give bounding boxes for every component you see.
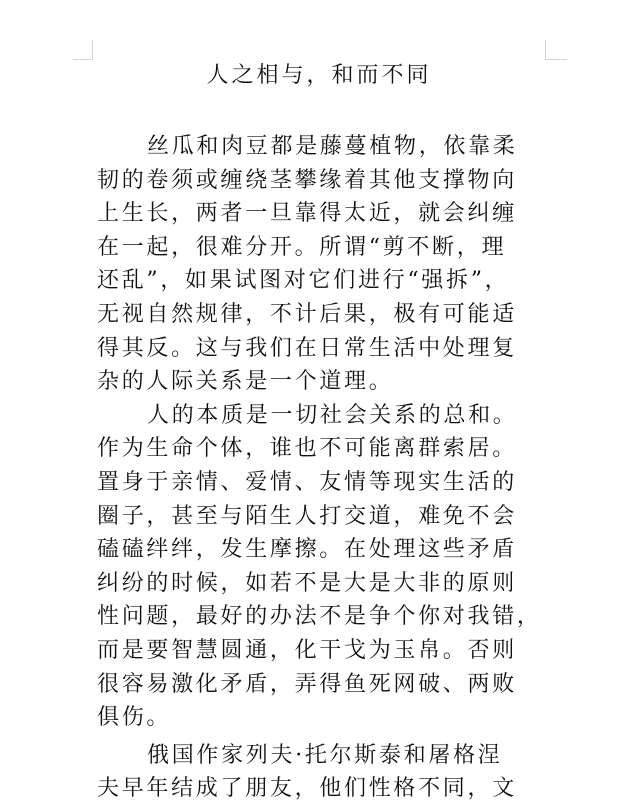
text-line: 俱伤。 bbox=[97, 705, 172, 731]
text-line: 性问题，最好的办法不是争个你对我错， bbox=[97, 604, 542, 630]
paragraph-2 bbox=[97, 399, 547, 735]
text-line: 置身于亲情、爱情、友情等现实生活的 bbox=[97, 469, 517, 495]
text-line: 人的本质是一切社会关系的总和。 bbox=[147, 402, 518, 428]
text-line: 丝瓜和肉豆都是藤蔓植物，依靠柔 bbox=[147, 134, 518, 159]
margin-corner-mark-top-right bbox=[545, 40, 567, 60]
document-title: 人之相与，和而不同 bbox=[206, 63, 432, 88]
paragraph-3 bbox=[97, 739, 547, 806]
text-line: 夫早年结成了朋友，他们性格不同，文 bbox=[97, 776, 517, 802]
margin-corner-mark-top-left bbox=[73, 40, 93, 60]
text-line: 无视自然规律，不计后果，极有可能适 bbox=[97, 301, 517, 327]
text-line: 俄国作家列夫·托尔斯泰和屠格涅 bbox=[147, 742, 503, 768]
text-line: 很容易激化矛盾，弄得鱼死网破、两败 bbox=[97, 671, 517, 697]
text-line: 圈子，甚至与陌生人打交道，难免不会 bbox=[97, 503, 517, 529]
text-line: 作为生命个体，谁也不可能离群索居。 bbox=[97, 436, 517, 462]
text-line: 韧的卷须或缠绕茎攀缘着其他支撑物向 bbox=[97, 167, 517, 193]
text-line: 上生长，两者一旦靠得太近，就会纠缠 bbox=[97, 201, 517, 227]
text-line: 杂的人际关系是一个道理。 bbox=[97, 369, 394, 395]
text-line: 纠纷的时候，如若不是大是大非的原则 bbox=[97, 570, 517, 596]
text-line: 在一起，很难分开。所谓“剪不断，理 bbox=[97, 234, 507, 260]
text-line: 磕磕绊绊，发生摩擦。在处理这些矛盾 bbox=[97, 537, 517, 563]
text-line: 得其反。这与我们在日常生活中处理复 bbox=[97, 335, 517, 361]
paragraph-1 bbox=[97, 130, 547, 399]
text-line: 还乱”，如果试图对它们进行“强拆”， bbox=[97, 268, 510, 294]
document-body bbox=[97, 130, 547, 806]
text-line: 而是要智慧圆通，化干戈为玉帛。否则 bbox=[97, 637, 517, 663]
